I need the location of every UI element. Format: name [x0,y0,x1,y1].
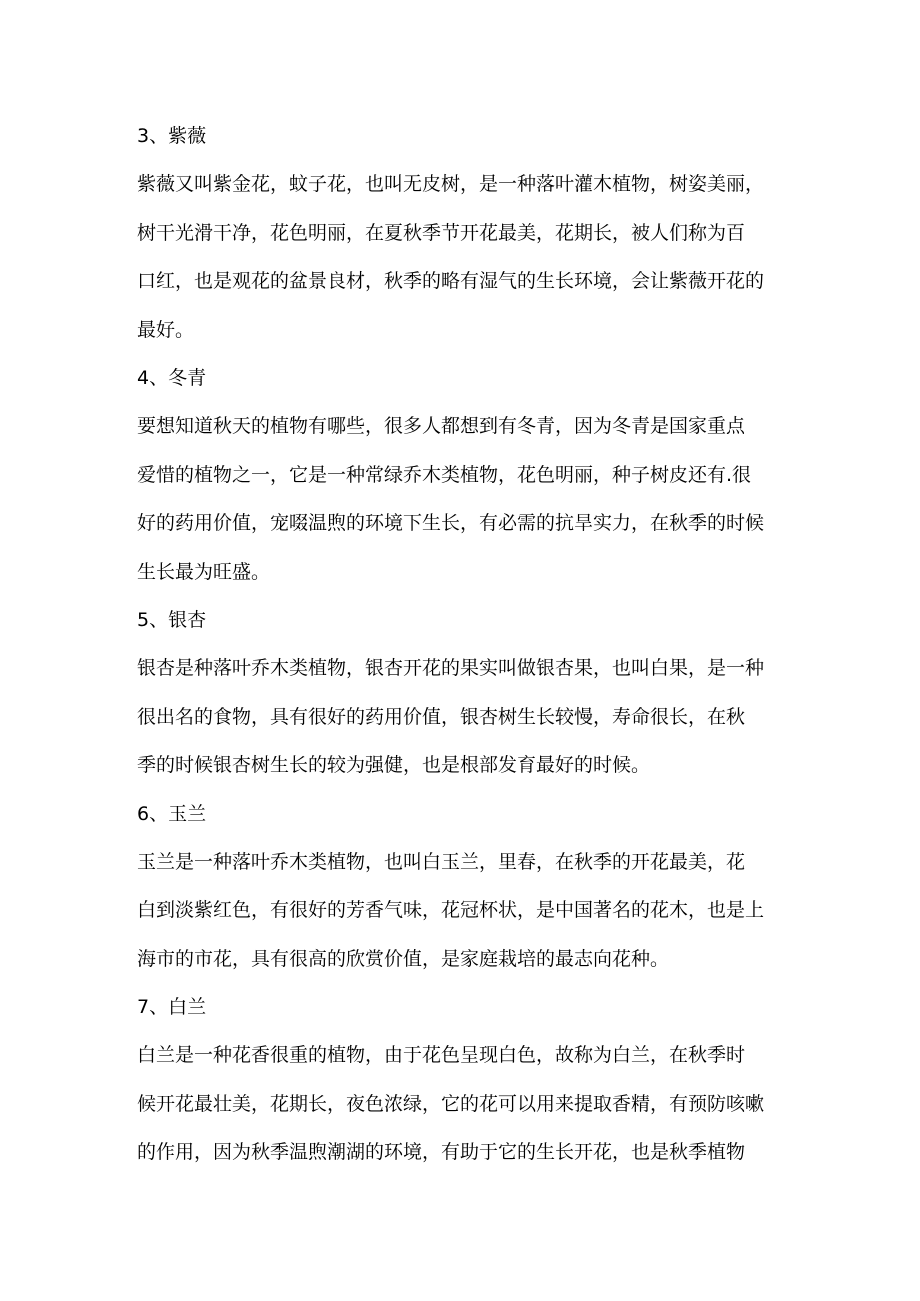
section-paragraph-line: 生长最为旺盛。 [137,560,271,583]
section-holly [137,354,797,596]
section-ginkgo [137,596,797,790]
section-paragraph-line: 白兰是一种花香很重的植物，由于花色呈现白色，故称为白兰，在秋季时 [137,1044,746,1066]
section-crape-myrtle [137,112,797,354]
section-heading: 3、紫薇 [137,125,207,147]
section-paragraph-line: 好的药用价值，宠啜温煦的环境下生长，有必需的抗旱实力，在秋季的时候 [137,512,765,534]
section-heading: 7、白兰 [137,996,207,1018]
section-paragraph-line: 要想知道秋天的植物有哪些，很多人都想到有冬青，因为冬青是国家重点 [137,415,746,437]
section-heading: 4、冬青 [137,367,207,389]
section-paragraph-line: 银杏是种落叶乔木类植物，银杏开花的果实叫做银杏果，也叫白果，是一种 [137,657,765,679]
section-paragraph-line: 玉兰是一种落叶乔木类植物，也叫白玉兰，里春，在秋季的开花最美，花 [137,850,746,873]
section-paragraph-line: 海市的市花，具有很高的欣赏价值，是家庭栽培的最志向花种。 [137,947,670,970]
section-paragraph-line: 候开花最壮美，花期长，夜色浓绿，它的花可以用来提取香精，有预防咳嗽 [137,1092,765,1115]
section-paragraph-line: 树干光滑干净，花色明丽，在夏秋季节开花最美，花期长，被人们称为百 [137,221,746,244]
section-paragraph-line: 最好。 [137,318,195,341]
section-paragraph-line: 的作用，因为秋季温煦潮湖的环境，有助于它的生长开花，也是秋季植物 [137,1141,746,1163]
section-paragraph-line: 紫薇又叫紫金花，蚊子花，也叫无皮树，是一种落叶灌木植物，树姿美丽， [137,173,765,195]
document-page [137,112,797,1177]
section-heading: 5、银杏 [137,609,207,631]
section-magnolia [137,790,797,984]
section-heading: 6、玉兰 [137,802,207,825]
section-paragraph-line: 季的时候银杏树生长的较为强健，也是根部发育最好的时候。 [137,754,651,776]
section-paragraph-line: 白到淡紫红色，有很好的芳香气味，花冠杯状，是中国著名的花木，也是上 [137,899,765,921]
section-paragraph-line: 口红，也是观花的盆景良材，秋季的略有湿气的生长环境，会让紫薇开花的 [137,270,765,292]
section-paragraph-line: 很出名的食物，具有很好的药用价值，银杏树生长较慢，寿命很长，在秋 [137,705,746,728]
section-white-champaca [137,983,797,1177]
section-paragraph-line: 爱惜的植物之一，它是一种常绿乔木类植物，花色明丽，种子树皮还有.很 [137,463,752,486]
